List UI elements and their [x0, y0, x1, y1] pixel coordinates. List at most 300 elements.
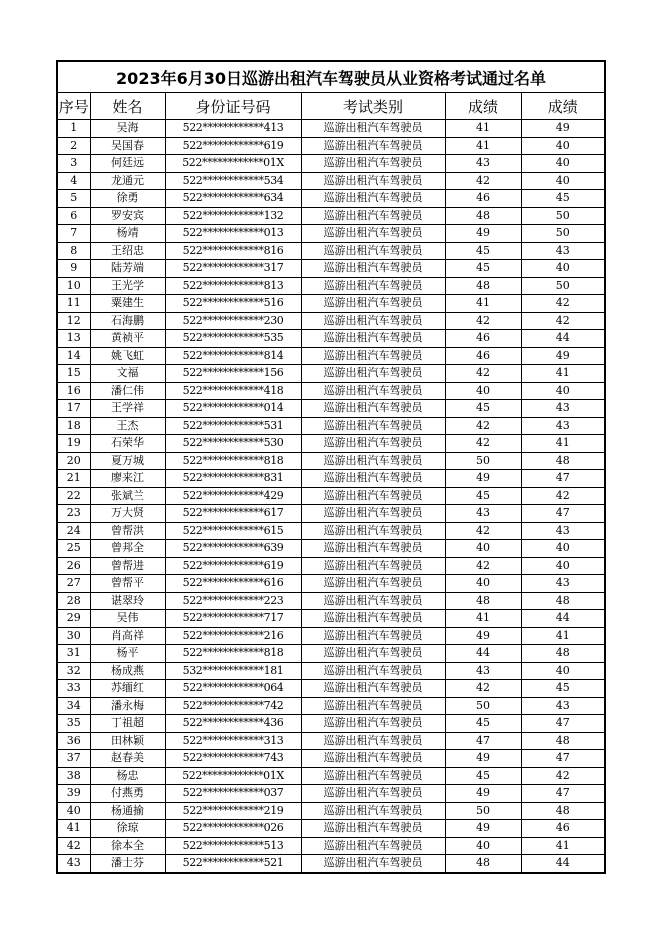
id-number-cell: 522************813 [165, 277, 301, 295]
score-1-cell: 42 [445, 680, 521, 698]
table-row [57, 767, 605, 785]
exam-type-cell: 巡游出租汽车驾驶员 [301, 190, 445, 208]
name-cell: 石荣华 [90, 435, 165, 453]
table-row [57, 680, 605, 698]
id-number-cell: 522************230 [165, 312, 301, 330]
table-row [57, 417, 605, 435]
seq-cell: 2 [57, 137, 90, 155]
id-number-cell: 522************717 [165, 610, 301, 628]
score-1-cell: 45 [445, 400, 521, 418]
score-1-cell: 49 [445, 785, 521, 803]
table-row [57, 645, 605, 663]
score-1-cell: 45 [445, 242, 521, 260]
table-row [57, 225, 605, 243]
exam-type-cell: 巡游出租汽车驾驶员 [301, 662, 445, 680]
id-number-cell: 522************223 [165, 592, 301, 610]
exam-type-cell: 巡游出租汽车驾驶员 [301, 697, 445, 715]
seq-cell: 38 [57, 767, 90, 785]
score-1-cell: 42 [445, 435, 521, 453]
name-cell: 王学祥 [90, 400, 165, 418]
table-row [57, 662, 605, 680]
id-number-cell: 522************436 [165, 715, 301, 733]
exam-type-cell: 巡游出租汽车驾驶员 [301, 802, 445, 820]
exam-type-cell: 巡游出租汽车驾驶员 [301, 592, 445, 610]
exam-type-cell: 巡游出租汽车驾驶员 [301, 732, 445, 750]
score-2-cell: 48 [521, 452, 605, 470]
seq-cell: 17 [57, 400, 90, 418]
score-2-cell: 46 [521, 820, 605, 838]
name-cell: 王杰 [90, 417, 165, 435]
seq-cell: 3 [57, 155, 90, 173]
table-row [57, 627, 605, 645]
seq-cell: 36 [57, 732, 90, 750]
score-1-cell: 46 [445, 190, 521, 208]
score-2-cell: 44 [521, 855, 605, 873]
name-cell: 苏缅红 [90, 680, 165, 698]
score-2-cell: 43 [521, 522, 605, 540]
id-number-cell: 522************317 [165, 260, 301, 278]
exam-type-cell: 巡游出租汽车驾驶员 [301, 435, 445, 453]
seq-cell: 40 [57, 802, 90, 820]
id-number-cell: 522************531 [165, 417, 301, 435]
exam-type-cell: 巡游出租汽车驾驶员 [301, 295, 445, 313]
exam-type-cell: 巡游出租汽车驾驶员 [301, 277, 445, 295]
table-row [57, 855, 605, 873]
exam-type-cell: 巡游出租汽车驾驶员 [301, 750, 445, 768]
score-2-cell: 47 [521, 785, 605, 803]
results-sheet [56, 60, 604, 874]
table-row [57, 365, 605, 383]
table-row [57, 522, 605, 540]
exam-type-cell: 巡游出租汽车驾驶员 [301, 505, 445, 523]
score-1-cell: 42 [445, 172, 521, 190]
seq-cell: 42 [57, 837, 90, 855]
id-number-cell: 522************516 [165, 295, 301, 313]
score-2-cell: 43 [521, 697, 605, 715]
table-row [57, 190, 605, 208]
header-seq: 序号 [57, 93, 90, 120]
seq-cell: 5 [57, 190, 90, 208]
seq-cell: 16 [57, 382, 90, 400]
header-row [57, 93, 605, 120]
header-exam-type: 考试类别 [301, 93, 445, 120]
score-2-cell: 44 [521, 330, 605, 348]
score-2-cell: 43 [521, 400, 605, 418]
name-cell: 张斌兰 [90, 487, 165, 505]
table-row [57, 242, 605, 260]
seq-cell: 26 [57, 557, 90, 575]
table-row [57, 137, 605, 155]
score-2-cell: 43 [521, 417, 605, 435]
score-2-cell: 47 [521, 750, 605, 768]
name-cell: 罗安宾 [90, 207, 165, 225]
score-2-cell: 41 [521, 837, 605, 855]
score-1-cell: 42 [445, 557, 521, 575]
seq-cell: 1 [57, 120, 90, 138]
exam-type-cell: 巡游出租汽车驾驶员 [301, 417, 445, 435]
score-2-cell: 42 [521, 295, 605, 313]
name-cell: 曾帮进 [90, 557, 165, 575]
exam-type-cell: 巡游出租汽车驾驶员 [301, 260, 445, 278]
name-cell: 田林颖 [90, 732, 165, 750]
table-row [57, 575, 605, 593]
table-row [57, 785, 605, 803]
score-1-cell: 45 [445, 260, 521, 278]
exam-type-cell: 巡游出租汽车驾驶员 [301, 120, 445, 138]
name-cell: 赵春美 [90, 750, 165, 768]
score-2-cell: 40 [521, 172, 605, 190]
id-number-cell: 522************429 [165, 487, 301, 505]
name-cell: 夏万城 [90, 452, 165, 470]
seq-cell: 12 [57, 312, 90, 330]
table-row [57, 540, 605, 558]
name-cell: 杨靖 [90, 225, 165, 243]
header-id-number: 身份证号码 [165, 93, 301, 120]
name-cell: 何廷远 [90, 155, 165, 173]
name-cell: 潘永梅 [90, 697, 165, 715]
exam-type-cell: 巡游出租汽车驾驶员 [301, 575, 445, 593]
id-number-cell: 522************026 [165, 820, 301, 838]
score-2-cell: 48 [521, 592, 605, 610]
seq-cell: 9 [57, 260, 90, 278]
score-2-cell: 40 [521, 382, 605, 400]
seq-cell: 27 [57, 575, 90, 593]
score-2-cell: 42 [521, 767, 605, 785]
seq-cell: 39 [57, 785, 90, 803]
score-2-cell: 40 [521, 260, 605, 278]
score-1-cell: 42 [445, 312, 521, 330]
header-score-2: 成绩 [521, 93, 605, 120]
seq-cell: 11 [57, 295, 90, 313]
seq-cell: 14 [57, 347, 90, 365]
seq-cell: 41 [57, 820, 90, 838]
score-2-cell: 40 [521, 540, 605, 558]
exam-type-cell: 巡游出租汽车驾驶员 [301, 715, 445, 733]
id-number-cell: 522************01X [165, 767, 301, 785]
name-cell: 潘仁伟 [90, 382, 165, 400]
seq-cell: 32 [57, 662, 90, 680]
score-2-cell: 43 [521, 242, 605, 260]
id-number-cell: 522************156 [165, 365, 301, 383]
table-row [57, 610, 605, 628]
seq-cell: 18 [57, 417, 90, 435]
name-cell: 谌翠玲 [90, 592, 165, 610]
score-1-cell: 48 [445, 277, 521, 295]
name-cell: 徐本全 [90, 837, 165, 855]
score-2-cell: 42 [521, 487, 605, 505]
name-cell: 王绍忠 [90, 242, 165, 260]
score-1-cell: 43 [445, 155, 521, 173]
table-row [57, 155, 605, 173]
exam-type-cell: 巡游出租汽车驾驶员 [301, 557, 445, 575]
table-row [57, 452, 605, 470]
table-row [57, 487, 605, 505]
seq-cell: 43 [57, 855, 90, 873]
score-2-cell: 44 [521, 610, 605, 628]
exam-type-cell: 巡游出租汽车驾驶员 [301, 365, 445, 383]
seq-cell: 33 [57, 680, 90, 698]
id-number-cell: 522************634 [165, 190, 301, 208]
table-row [57, 715, 605, 733]
exam-type-cell: 巡游出租汽车驾驶员 [301, 137, 445, 155]
seq-cell: 34 [57, 697, 90, 715]
score-2-cell: 48 [521, 645, 605, 663]
name-cell: 杨忠 [90, 767, 165, 785]
score-2-cell: 40 [521, 137, 605, 155]
name-cell: 姚飞虹 [90, 347, 165, 365]
name-cell: 石海鹏 [90, 312, 165, 330]
score-1-cell: 41 [445, 137, 521, 155]
exam-type-cell: 巡游出租汽车驾驶员 [301, 540, 445, 558]
score-1-cell: 49 [445, 470, 521, 488]
header-name: 姓名 [90, 93, 165, 120]
score-1-cell: 45 [445, 767, 521, 785]
table-row [57, 820, 605, 838]
table-row [57, 732, 605, 750]
id-number-cell: 522************064 [165, 680, 301, 698]
id-number-cell: 522************219 [165, 802, 301, 820]
seq-cell: 7 [57, 225, 90, 243]
name-cell: 曾邦全 [90, 540, 165, 558]
name-cell: 潘士芬 [90, 855, 165, 873]
exam-type-cell: 巡游出租汽车驾驶员 [301, 470, 445, 488]
score-1-cell: 48 [445, 592, 521, 610]
id-number-cell: 522************831 [165, 470, 301, 488]
name-cell: 吴海 [90, 120, 165, 138]
score-1-cell: 41 [445, 610, 521, 628]
name-cell: 文福 [90, 365, 165, 383]
table-row [57, 120, 605, 138]
id-number-cell: 522************313 [165, 732, 301, 750]
id-number-cell: 522************742 [165, 697, 301, 715]
score-1-cell: 49 [445, 820, 521, 838]
table-row [57, 295, 605, 313]
name-cell: 肖高祥 [90, 627, 165, 645]
score-1-cell: 49 [445, 750, 521, 768]
name-cell: 吴伟 [90, 610, 165, 628]
seq-cell: 21 [57, 470, 90, 488]
id-number-cell: 522************814 [165, 347, 301, 365]
score-1-cell: 40 [445, 382, 521, 400]
table-row [57, 505, 605, 523]
exam-type-cell: 巡游出租汽车驾驶员 [301, 225, 445, 243]
id-number-cell: 522************743 [165, 750, 301, 768]
name-cell: 粟建生 [90, 295, 165, 313]
score-1-cell: 49 [445, 225, 521, 243]
exam-type-cell: 巡游出租汽车驾驶员 [301, 487, 445, 505]
seq-cell: 31 [57, 645, 90, 663]
name-cell: 吴国春 [90, 137, 165, 155]
name-cell: 付燕勇 [90, 785, 165, 803]
table-row [57, 837, 605, 855]
exam-type-cell: 巡游出租汽车驾驶员 [301, 767, 445, 785]
score-1-cell: 41 [445, 295, 521, 313]
id-number-cell: 522************037 [165, 785, 301, 803]
seq-cell: 15 [57, 365, 90, 383]
seq-cell: 10 [57, 277, 90, 295]
id-number-cell: 522************619 [165, 137, 301, 155]
id-number-cell: 522************617 [165, 505, 301, 523]
table-row [57, 557, 605, 575]
score-2-cell: 47 [521, 470, 605, 488]
name-cell: 万大贤 [90, 505, 165, 523]
table-title: 2023年6月30日巡游出租汽车驾驶员从业资格考试通过名单 [57, 61, 605, 93]
name-cell: 龙通元 [90, 172, 165, 190]
id-number-cell: 522************818 [165, 452, 301, 470]
score-2-cell: 41 [521, 365, 605, 383]
seq-cell: 24 [57, 522, 90, 540]
score-1-cell: 40 [445, 837, 521, 855]
id-number-cell: 522************615 [165, 522, 301, 540]
table-row [57, 382, 605, 400]
seq-cell: 25 [57, 540, 90, 558]
exam-type-cell: 巡游出租汽车驾驶员 [301, 400, 445, 418]
table-row [57, 312, 605, 330]
name-cell: 杨通揄 [90, 802, 165, 820]
exam-type-cell: 巡游出租汽车驾驶员 [301, 855, 445, 873]
score-1-cell: 43 [445, 505, 521, 523]
score-1-cell: 42 [445, 417, 521, 435]
score-1-cell: 42 [445, 365, 521, 383]
exam-type-cell: 巡游出租汽车驾驶员 [301, 645, 445, 663]
id-number-cell: 522************616 [165, 575, 301, 593]
id-number-cell: 522************132 [165, 207, 301, 225]
seq-cell: 13 [57, 330, 90, 348]
table-row [57, 347, 605, 365]
id-number-cell: 522************013 [165, 225, 301, 243]
score-1-cell: 50 [445, 697, 521, 715]
table-row [57, 802, 605, 820]
exam-type-cell: 巡游出租汽车驾驶员 [301, 452, 445, 470]
name-cell: 曾帮洪 [90, 522, 165, 540]
exam-type-cell: 巡游出租汽车驾驶员 [301, 155, 445, 173]
score-1-cell: 49 [445, 627, 521, 645]
score-1-cell: 45 [445, 487, 521, 505]
exam-type-cell: 巡游出租汽车驾驶员 [301, 837, 445, 855]
score-1-cell: 46 [445, 330, 521, 348]
exam-type-cell: 巡游出租汽车驾驶员 [301, 207, 445, 225]
title-row [57, 61, 605, 93]
exam-type-cell: 巡游出租汽车驾驶员 [301, 242, 445, 260]
score-2-cell: 48 [521, 732, 605, 750]
score-2-cell: 50 [521, 225, 605, 243]
score-2-cell: 40 [521, 557, 605, 575]
seq-cell: 19 [57, 435, 90, 453]
id-number-cell: 522************418 [165, 382, 301, 400]
score-1-cell: 50 [445, 802, 521, 820]
seq-cell: 29 [57, 610, 90, 628]
score-2-cell: 48 [521, 802, 605, 820]
score-1-cell: 40 [445, 540, 521, 558]
name-cell: 曾帮平 [90, 575, 165, 593]
score-2-cell: 50 [521, 277, 605, 295]
score-2-cell: 40 [521, 155, 605, 173]
id-number-cell: 522************639 [165, 540, 301, 558]
table-row [57, 277, 605, 295]
name-cell: 杨平 [90, 645, 165, 663]
exam-type-cell: 巡游出租汽车驾驶员 [301, 172, 445, 190]
score-2-cell: 43 [521, 575, 605, 593]
id-number-cell: 522************513 [165, 837, 301, 855]
id-number-cell: 532************181 [165, 662, 301, 680]
name-cell: 王光学 [90, 277, 165, 295]
id-number-cell: 522************534 [165, 172, 301, 190]
score-1-cell: 42 [445, 522, 521, 540]
exam-type-cell: 巡游出租汽车驾驶员 [301, 820, 445, 838]
id-number-cell: 522************818 [165, 645, 301, 663]
name-cell: 廖来江 [90, 470, 165, 488]
score-2-cell: 42 [521, 312, 605, 330]
id-number-cell: 522************01X [165, 155, 301, 173]
seq-cell: 30 [57, 627, 90, 645]
name-cell: 陆芳端 [90, 260, 165, 278]
score-2-cell: 49 [521, 120, 605, 138]
score-1-cell: 43 [445, 662, 521, 680]
score-1-cell: 48 [445, 207, 521, 225]
name-cell: 杨成燕 [90, 662, 165, 680]
exam-type-cell: 巡游出租汽车驾驶员 [301, 680, 445, 698]
exam-type-cell: 巡游出租汽车驾驶员 [301, 382, 445, 400]
seq-cell: 23 [57, 505, 90, 523]
score-2-cell: 47 [521, 505, 605, 523]
exam-type-cell: 巡游出租汽车驾驶员 [301, 312, 445, 330]
seq-cell: 37 [57, 750, 90, 768]
score-1-cell: 46 [445, 347, 521, 365]
table-row [57, 592, 605, 610]
score-1-cell: 50 [445, 452, 521, 470]
header-score-1: 成绩 [445, 93, 521, 120]
score-1-cell: 48 [445, 855, 521, 873]
score-2-cell: 45 [521, 680, 605, 698]
score-1-cell: 40 [445, 575, 521, 593]
id-number-cell: 522************816 [165, 242, 301, 260]
score-1-cell: 41 [445, 120, 521, 138]
score-2-cell: 47 [521, 715, 605, 733]
id-number-cell: 522************535 [165, 330, 301, 348]
table-row [57, 697, 605, 715]
score-2-cell: 50 [521, 207, 605, 225]
exam-type-cell: 巡游出租汽车驾驶员 [301, 330, 445, 348]
exam-type-cell: 巡游出租汽车驾驶员 [301, 627, 445, 645]
score-2-cell: 45 [521, 190, 605, 208]
seq-cell: 4 [57, 172, 90, 190]
id-number-cell: 522************530 [165, 435, 301, 453]
seq-cell: 8 [57, 242, 90, 260]
name-cell: 徐琼 [90, 820, 165, 838]
id-number-cell: 522************619 [165, 557, 301, 575]
table-row [57, 172, 605, 190]
name-cell: 丁祖超 [90, 715, 165, 733]
table-row [57, 470, 605, 488]
score-2-cell: 49 [521, 347, 605, 365]
seq-cell: 6 [57, 207, 90, 225]
results-table [56, 60, 606, 874]
id-number-cell: 522************216 [165, 627, 301, 645]
score-2-cell: 40 [521, 662, 605, 680]
seq-cell: 28 [57, 592, 90, 610]
seq-cell: 35 [57, 715, 90, 733]
score-1-cell: 44 [445, 645, 521, 663]
score-1-cell: 45 [445, 715, 521, 733]
table-row [57, 330, 605, 348]
exam-type-cell: 巡游出租汽车驾驶员 [301, 522, 445, 540]
score-2-cell: 41 [521, 435, 605, 453]
table-row [57, 400, 605, 418]
exam-type-cell: 巡游出租汽车驾驶员 [301, 610, 445, 628]
results-body [57, 120, 605, 873]
table-row [57, 207, 605, 225]
exam-type-cell: 巡游出租汽车驾驶员 [301, 785, 445, 803]
